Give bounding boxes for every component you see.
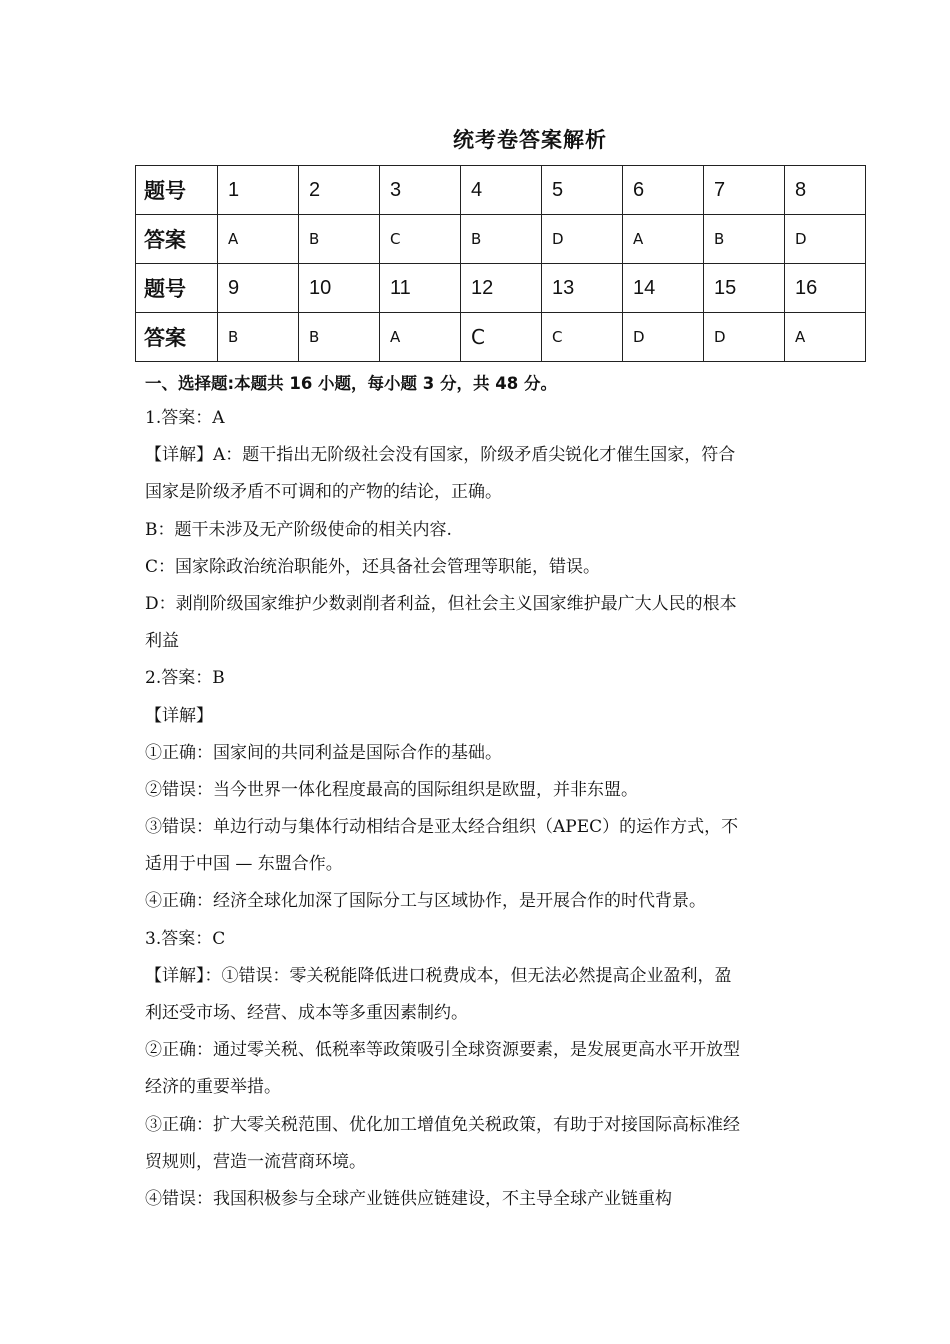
answer-cell: B <box>461 215 542 264</box>
question-number: 13 <box>542 264 623 313</box>
explanation-text: ④错误：我国积极参与全球产业链供应链建设，不主导全球产业链重构 <box>145 1188 672 1209</box>
explanation-heading: 【详解】 <box>145 705 213 726</box>
answer-cell: A <box>380 313 461 362</box>
answer-cell: B <box>299 215 380 264</box>
answer-line-2: 2.答案：B <box>145 668 225 689</box>
row-label-number: 题号 <box>136 264 218 313</box>
question-number: 4 <box>461 166 542 215</box>
question-number: 14 <box>623 264 704 313</box>
row-label-answer: 答案 <box>136 313 218 362</box>
explanation-text: C：国家除政治统治职能外，还具备社会管理等职能，错误。 <box>145 556 601 577</box>
answer-cell: D <box>542 215 623 264</box>
explanation-text: ①正确：国家间的共同利益是国际合作的基础。 <box>145 742 502 763</box>
explanation-text: 【详解】：①错误：零关税能降低进口税费成本，但无法必然提高企业盈利，盈 <box>145 965 732 986</box>
explanation-text: D：剥削阶级国家维护少数剥削者利益，但社会主义国家维护最广大人民的根本 <box>145 593 737 614</box>
explanation-text: ③错误：单边行动与集体行动相结合是亚太经合组织（APEC）的运作方式，不 <box>145 817 739 838</box>
answer-cell: B <box>299 313 380 362</box>
question-number: 3 <box>380 166 461 215</box>
explanation-text: 【详解】A：题干指出无阶级社会没有国家，阶级矛盾尖锐化才催生国家，符合 <box>145 445 736 466</box>
question-number: 8 <box>785 166 866 215</box>
answer-line-3: 3.答案：C <box>145 928 226 949</box>
explanation-text: 利益 <box>145 631 179 652</box>
question-number: 1 <box>218 166 299 215</box>
explanation-text: 利还受市场、经营、成本等多重因素制约。 <box>145 1003 468 1023</box>
explanation-text: B：题干未涉及无产阶级使命的相关内容. <box>145 519 452 540</box>
answer-cell: D <box>785 215 866 264</box>
answer-cell: A <box>785 313 866 362</box>
table-row-answers-1 <box>136 215 866 264</box>
table-row-answers-2 <box>136 313 866 362</box>
answer-cell: B <box>218 313 299 362</box>
explanation-text: 国家是阶级矛盾不可调和的产物的结论，正确。 <box>145 482 502 503</box>
question-number: 2 <box>299 166 380 215</box>
explanation-text: ③正确：扩大零关税范围、优化加工增值免关税政策，有助于对接国际高标准经 <box>145 1114 740 1135</box>
section-heading: 一、选择题:本题共 16 小题，每小题 3 分，共 48 分。 <box>145 374 557 393</box>
answer-cell: C <box>380 215 461 264</box>
explanation-text: 经济的重要举措。 <box>145 1077 281 1098</box>
answer-cell: C <box>461 313 542 362</box>
question-number: 9 <box>218 264 299 313</box>
table-row-numbers-2 <box>136 264 866 313</box>
question-number: 12 <box>461 264 542 313</box>
answer-cell: D <box>623 313 704 362</box>
table-row-numbers-1 <box>136 166 866 215</box>
question-number: 11 <box>380 264 461 313</box>
question-number: 15 <box>704 264 785 313</box>
page-title: 统考卷答案解析 <box>453 128 607 152</box>
answer-cell: B <box>704 215 785 264</box>
question-number: 10 <box>299 264 380 313</box>
explanation-text: ②错误：当今世界一体化程度最高的国际组织是欧盟，并非东盟。 <box>145 779 638 800</box>
answer-cell: C <box>542 313 623 362</box>
row-label-answer: 答案 <box>136 215 218 264</box>
question-number: 6 <box>623 166 704 215</box>
explanation-text: ④正确：经济全球化加深了国际分工与区域协作，是开展合作的时代背景。 <box>145 891 706 912</box>
question-number: 5 <box>542 166 623 215</box>
answer-cell: A <box>218 215 299 264</box>
answer-cell: D <box>704 313 785 362</box>
explanation-text: 贸规则，营造一流营商环境。 <box>145 1151 366 1172</box>
explanation-text: ②正确：通过零关税、低税率等政策吸引全球资源要素，是发展更高水平开放型 <box>145 1040 740 1061</box>
answer-cell: A <box>623 215 704 264</box>
answer-table <box>135 165 866 362</box>
explanation-body <box>145 368 815 1218</box>
row-label-number: 题号 <box>136 166 218 215</box>
question-number: 16 <box>785 264 866 313</box>
question-number: 7 <box>704 166 785 215</box>
explanation-text: 适用于中国 — 东盟合作。 <box>145 854 343 875</box>
answer-line-1: 1.答案：A <box>145 408 225 428</box>
